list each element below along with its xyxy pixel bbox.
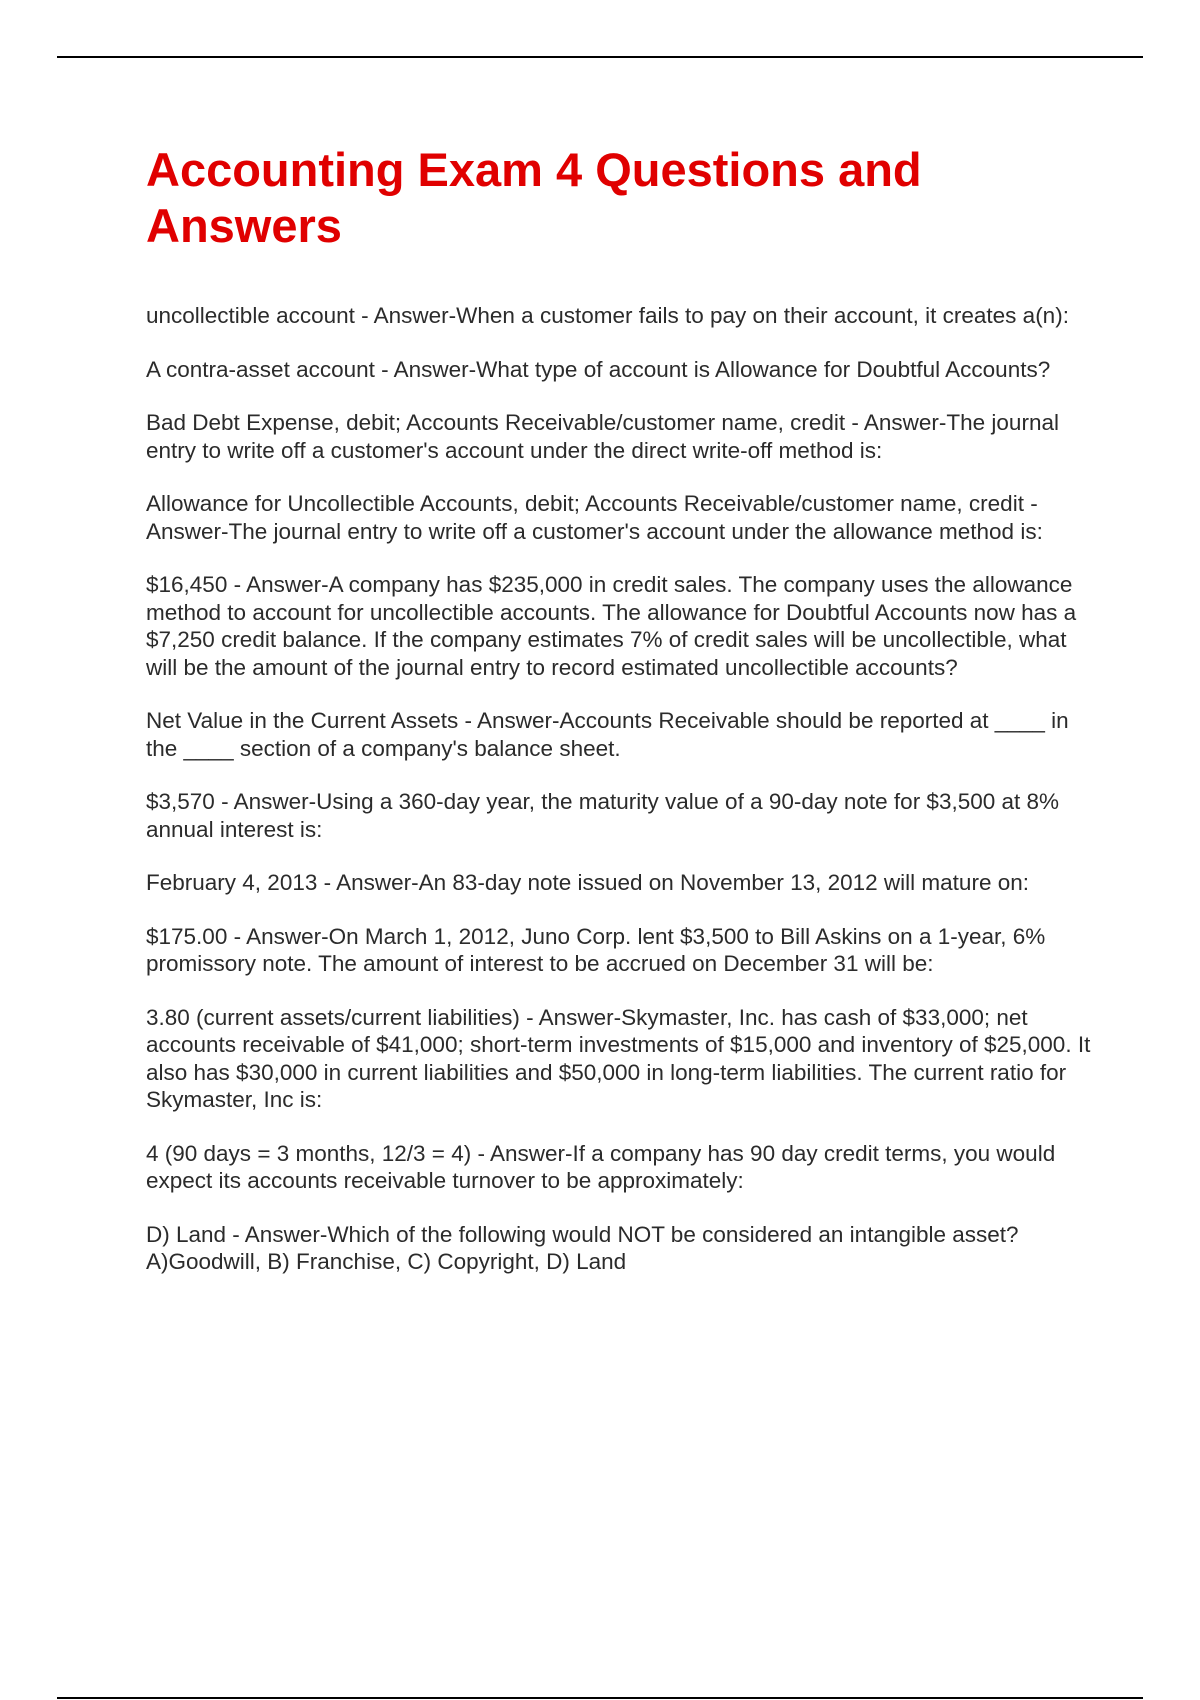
qa-item: $16,450 - Answer-A company has $235,000 in credit sales. The company uses the allowance method to account for uncollectible accounts. The allowance for Doubtful Accounts now has a $7,250 credit balance. If the company estimates 7% of credit sales will be uncollectible, what will be the amount of the journal entry to record estimated uncollectible accounts? [146, 572, 1077, 680]
qa-item: $175.00 - Answer-On March 1, 2012, Juno Corp. lent $3,500 to Bill Askins on a 1-year, 6% promissory note. The amount of interest to be accrued on December 31 will be: [146, 923, 1046, 976]
bottom-rule [57, 1697, 1143, 1699]
top-rule [57, 56, 1143, 58]
qa-item: Allowance for Uncollectible Accounts, debit; Accounts Receivable/customer name, credit - Answer-The journal entry to write off a customer's account under the allowance method is: [146, 491, 1043, 544]
qa-item: D) Land - Answer-Which of the following would NOT be considered an intangible asset? A)Goodwill, B) Franchise, C) Copyright, D) Land [146, 1221, 1019, 1274]
qa-item: Bad Debt Expense, debit; Accounts Receivable/customer name, credit - Answer-The journal entry to write off a customer's account under the direct write-off method is: [146, 410, 1059, 463]
qa-item: 3.80 (current assets/current liabilities) - Answer-Skymaster, Inc. has cash of $33,000; net accounts receivable of $41,000; short-term investments of $15,000 and inventory of $25,000. It also has $30,000 in current liabilities and $50,000 in long-term liabilities. The current ratio for Skymaster, Inc is: [146, 1004, 1091, 1112]
qa-item: $3,570 - Answer-Using a 360-day year, the maturity value of a 90-day note for $3,500 at 8% annual interest is: [146, 789, 1060, 842]
document-title: Accounting Exam 4 Questions and Answers [146, 143, 922, 252]
qa-item: A contra-asset account - Answer-What type of account is Allowance for Doubtful Accounts? [146, 356, 1051, 382]
qa-item: February 4, 2013 - Answer-An 83-day note issued on November 13, 2012 will mature on: [146, 870, 1029, 895]
qa-item: 4 (90 days = 3 months, 12/3 = 4) - Answer-If a company has 90 day credit terms, you would expect its accounts receivable turnover to be approximately: [146, 1140, 1056, 1193]
qa-item: uncollectible account - Answer-When a customer fails to pay on their account, it creates a(n): [146, 303, 1069, 328]
qa-item: Net Value in the Current Assets - Answer-Accounts Receivable should be reported at ____ in the ____ section of a company's balance sheet. [146, 708, 1069, 761]
document-content [146, 142, 1096, 1302]
